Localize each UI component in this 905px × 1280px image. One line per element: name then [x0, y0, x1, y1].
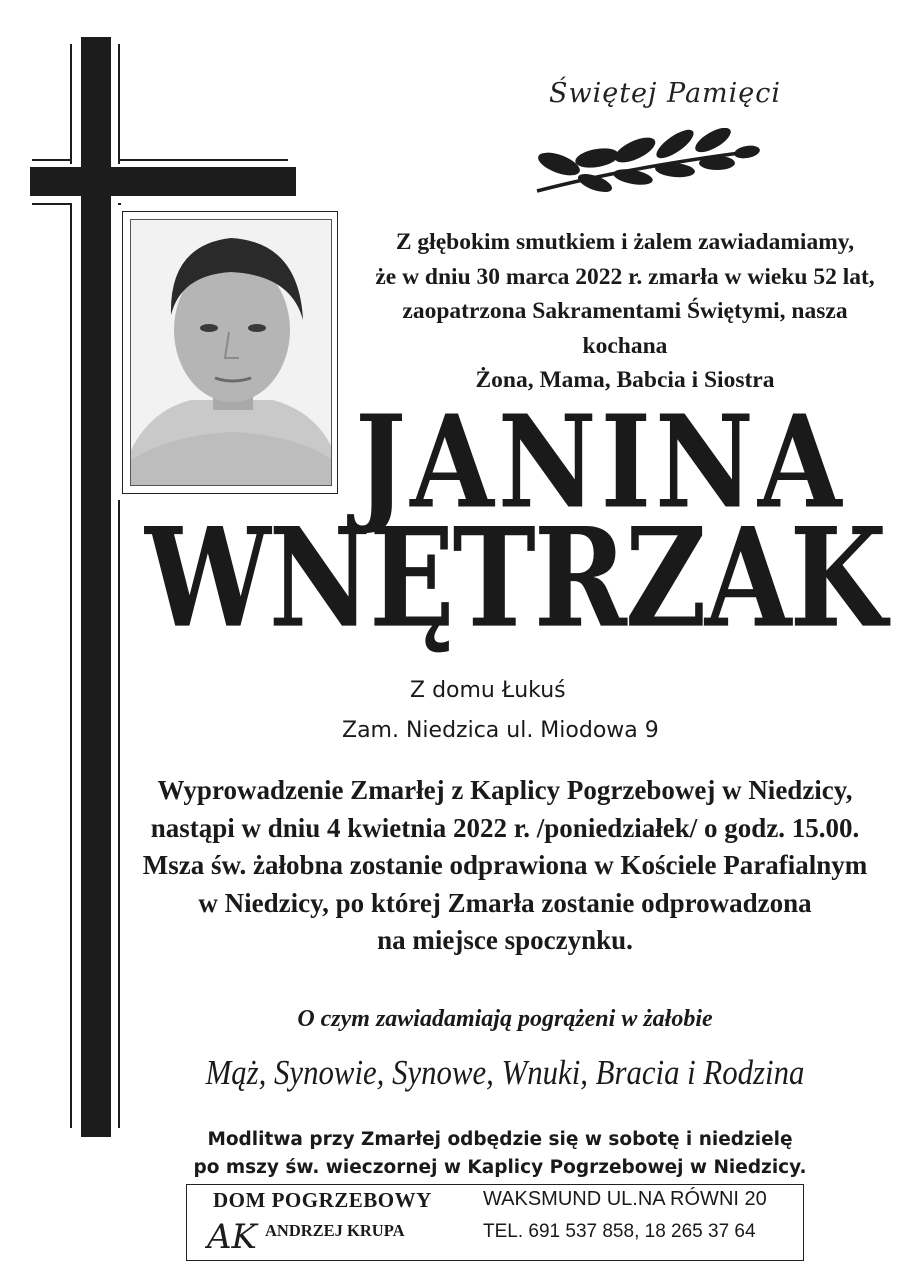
funeral-line: w Niedzicy, po której Zmarła zostanie odprowadzona: [198, 887, 812, 918]
cross-outline-line: [118, 203, 121, 205]
cross-outline-line: [118, 44, 120, 164]
funeral-line: Msza św. żałobna zostanie odprawiona w Kościele Parafialnym: [142, 850, 868, 880]
deceased-last-name: WNĘTRZAK: [145, 498, 885, 659]
announcement-line: zaopatrzona Sakramentami Świętymi, nasza kochana: [402, 298, 848, 359]
olive-branch-icon: [535, 128, 760, 196]
deceased-first-name: JANINA: [355, 388, 846, 538]
funeral-line: na miejsce spoczynku.: [377, 925, 633, 955]
announcement-line: Z głębokim smutkiem i żalem zawiadamiamy,: [395, 229, 855, 255]
portrait-illustration: [131, 220, 332, 486]
prayer-line: po mszy św. wieczornej w Kaplicy Pogrzebowej w Niedzicy.: [193, 1157, 807, 1178]
header-title: Świętej Pamięci: [548, 78, 782, 109]
maiden-name: Z domu Łukuś: [410, 678, 566, 703]
funeral-home-phone: TEL. 691 537 858, 18 265 37 64: [483, 1221, 756, 1242]
funeral-line: nastąpi w dniu 4 kwietnia 2022 r. /poniedziałek/ o godz. 15.00.: [150, 812, 860, 843]
funeral-details: [110, 772, 900, 960]
cross-horizontal-bar: [30, 167, 296, 196]
family-list: Mąż, Synowie, Synowe, Wnuki, Bracia i Rodzina: [205, 1053, 805, 1092]
cross-outline-line: [32, 159, 72, 161]
funeral-home-owner: ANDRZEJ KRUPA: [265, 1221, 405, 1240]
announcement-line: że w dniu 30 marca 2022 r. zmarła w wieku 52 lat,: [375, 263, 875, 290]
cross-outline-line: [32, 203, 72, 205]
announcement-text: [360, 225, 890, 398]
cross-outline-line: [70, 44, 72, 164]
prayer-info: [150, 1126, 850, 1182]
cross-outline-line: [118, 159, 288, 161]
logo-letters: AK: [207, 1217, 257, 1257]
prayer-line: Modlitwa przy Zmarłej odbędzie się w sobotę i niedzielę: [207, 1129, 793, 1150]
funeral-home-address: WAKSMUND UL.NA RÓWNI 20: [483, 1188, 767, 1210]
residence-address: Zam. Niedzica ul. Miodowa 9: [342, 718, 659, 743]
portrait-photo: [130, 219, 332, 486]
cross-vertical-bar: [81, 37, 111, 1137]
announcement-line: Żona, Mama, Babcia i Siostra: [475, 367, 775, 393]
cross-outline-line: [70, 203, 72, 1128]
mourners-notice: O czym zawiadamiają pogrążeni w żałobie: [297, 1006, 713, 1032]
funeral-line: Wyprowadzenie Zmarłej z Kaplicy Pogrzebowej w Niedzicy,: [157, 775, 853, 805]
funeral-home-logo-icon: [205, 1212, 267, 1258]
funeral-home-name: DOM POGRZEBOWY: [213, 1188, 432, 1212]
